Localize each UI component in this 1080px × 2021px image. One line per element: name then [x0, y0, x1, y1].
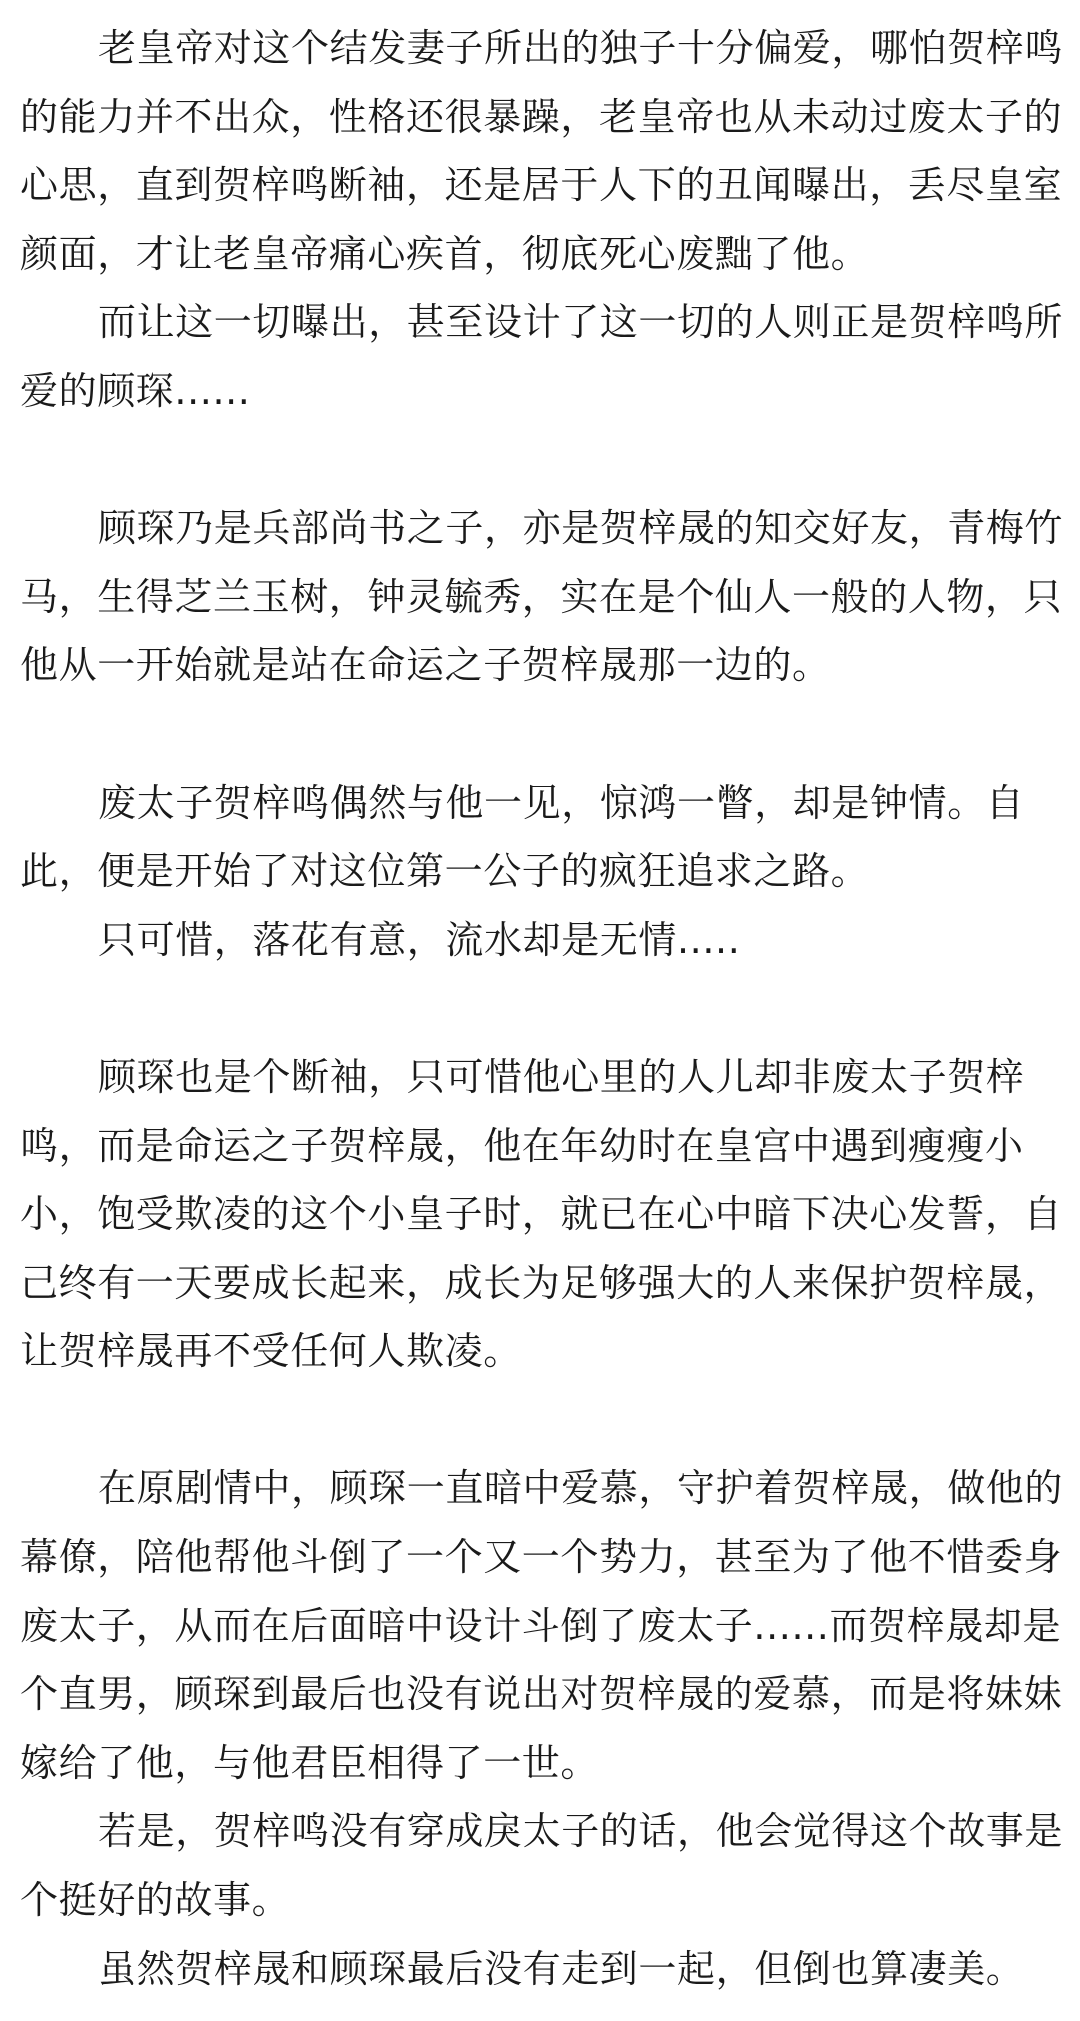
paragraph: 只可惜，落花有意，流水却是无情.....	[98, 917, 741, 962]
paragraph-spacer	[20, 426, 1070, 495]
paragraph: 若是，贺梓鸣没有穿成戾太子的话，他会觉得这个故事是个挺好的故事。	[20, 1809, 1064, 1923]
paragraph: 老皇帝对这个结发妻子所出的独子十分偏爱，哪怕贺梓鸣的能力并不出众，性格还很暴躁，老皇帝也从未动过废太子的心思，直到贺梓鸣断袖，还是居于人下的丑闻曝出，丢尽皇室颜面，才让老皇帝痛心疾首，彻底死心废黜了他。	[20, 26, 1064, 276]
paragraph: 虽然贺梓晟和顾琛最后没有走到一起，但倒也算凄美。	[98, 1946, 1025, 1991]
paragraph: 顾琛也是个断袖，只可惜他心里的人儿却非废太子贺梓鸣，而是命运之子贺梓晟，他在年幼时在皇宫中遇到瘦瘦小小，饱受欺凌的这个小皇子时，就已在心中暗下决心发誓，自己终有一天要成长起来，成长为足够强大的人来保护贺梓晟，让贺梓晟再不受任何人欺凌。	[20, 1054, 1063, 1374]
paragraph-spacer	[20, 700, 1070, 769]
paragraph-spacer	[20, 1386, 1070, 1455]
reader-content	[20, 14, 1070, 2003]
paragraph: 而让这一切曝出，甚至设计了这一切的人则正是贺梓鸣所爱的顾琛......	[20, 300, 1064, 413]
paragraph: 顾琛乃是兵部尚书之子，亦是贺梓晟的知交好友，青梅竹马，生得芝兰玉树，钟灵毓秀，实在是个仙人一般的人物，只他从一开始就是站在命运之子贺梓晟那一边的。	[20, 506, 1064, 688]
paragraph: 废太子贺梓鸣偶然与他一见，惊鸿一瞥，却是钟情。自此，便是开始了对这位第一公子的疯狂追求之路。	[20, 780, 1025, 894]
paragraph-spacer	[20, 974, 1070, 1043]
paragraph: 在原剧情中，顾琛一直暗中爱慕，守护着贺梓晟，做他的幕僚，陪他帮他斗倒了一个又一个势力，甚至为了他不惜委身废太子，从而在后面暗中设计斗倒了废太子......而贺梓晟却是个直男，顾琛到最后也没有说出对贺梓晟的爱慕，而是将妹妹嫁给了他，与他君臣相得了一世。	[20, 1466, 1064, 1785]
